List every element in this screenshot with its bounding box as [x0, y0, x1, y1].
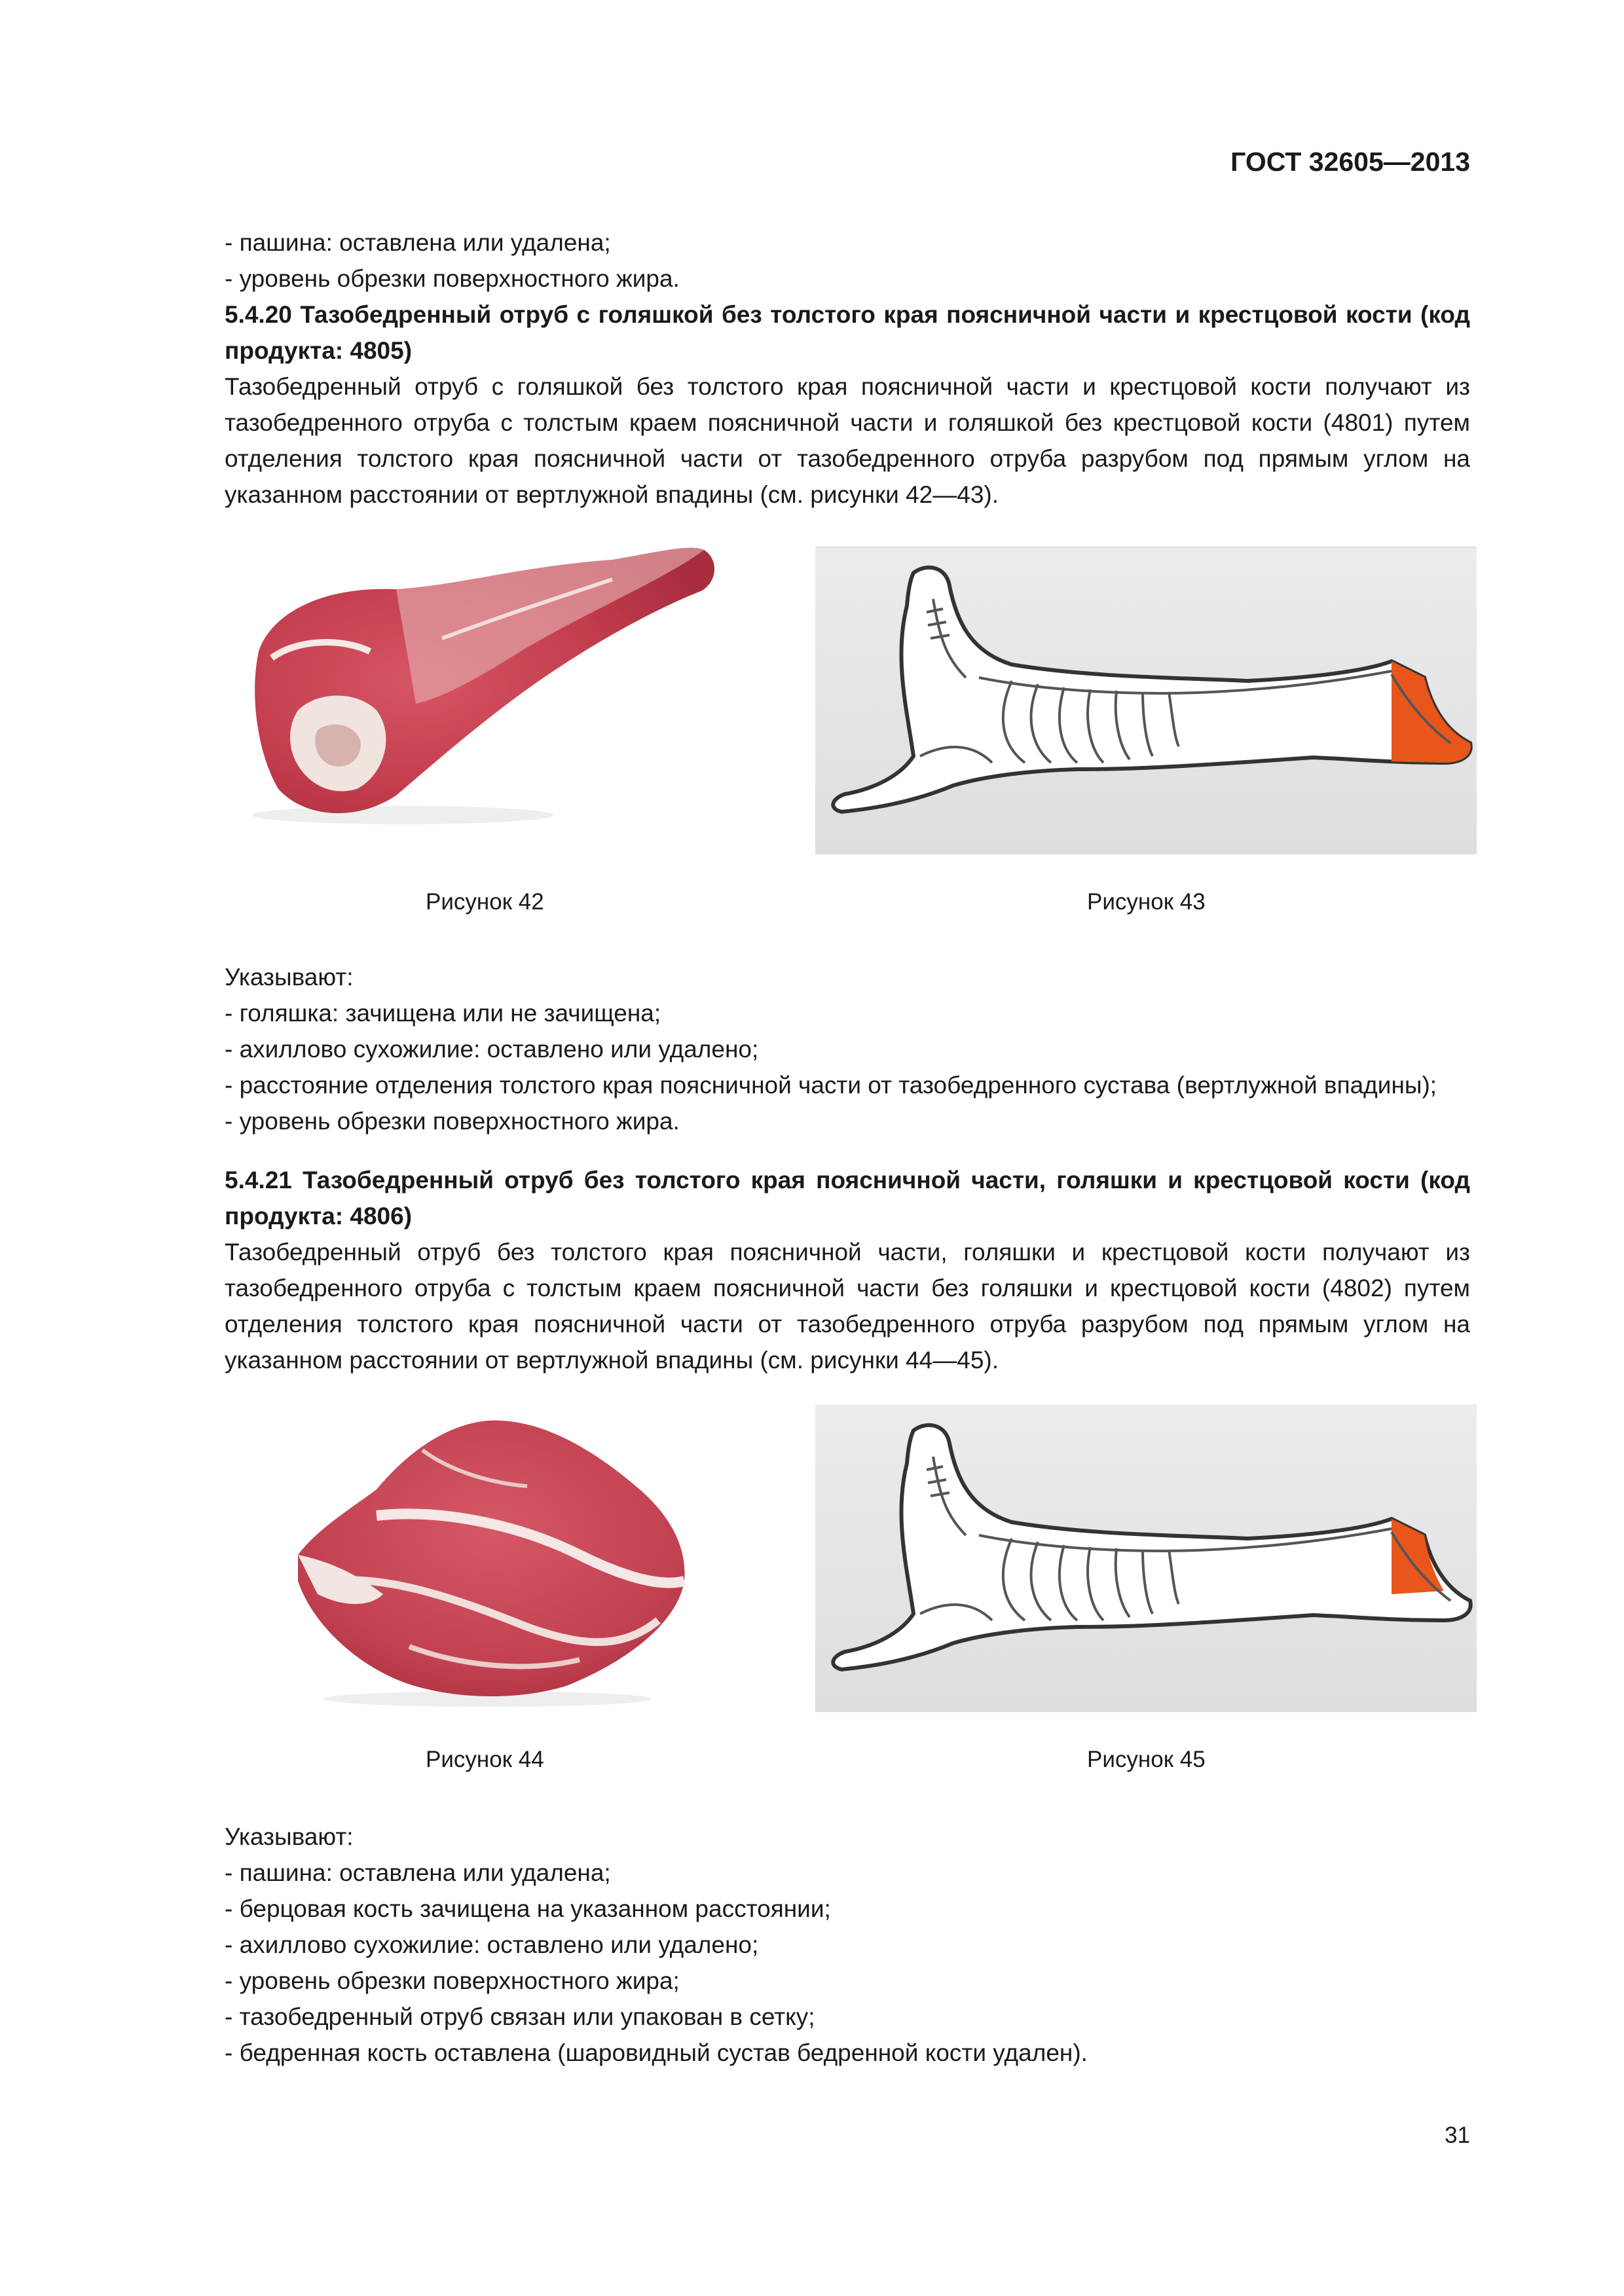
section-heading: 5.4.21 Тазобедренный отруб без толстого края поясничной части, голяшки и крестцовой кости (код продукта: 4806): [225, 1167, 1470, 1230]
figure-45-caption: Рисунок 45: [1087, 1747, 1206, 1772]
list-item: - ахиллово сухожилие: оставлено или удалено;: [225, 1931, 759, 1958]
section-4806-indicate-list: [154, 1819, 1470, 2071]
list-item: - тазобедренный отруб связан или упакован в сетку;: [225, 2003, 815, 2030]
list-item: - бедренная кость оставлена (шаровидный сустав бедренной кости удален).: [225, 2039, 1088, 2066]
list-item: - расстояние отделения толстого края поясничной части от тазобедренного сустава (вертлужной впадины);: [225, 1072, 1437, 1099]
indicate-label: Указывают:: [225, 964, 354, 991]
list-item: - ахиллово сухожилие: оставлено или удалено;: [225, 1036, 759, 1063]
section-body: Тазобедренный отруб с голяшкой без толстого края поясничной части и крестцовой кости получают из тазобедренного отруба с толстым краем поясничной части и голяшкой без крестцовой кости (4801) путем отделения толстого края поясничной части от тазобедренного отруба разрубом под прямым углом на указанном расстоянии от вертлужной впадины (см. рисунки 42—43).: [225, 373, 1470, 508]
figure-42-meat-image: [246, 540, 727, 828]
page-number: 31: [1445, 2123, 1470, 2148]
list-item: - уровень обрезки поверхностного жира;: [225, 1967, 680, 1994]
figure-43-caption: Рисунок 43: [1087, 889, 1206, 915]
figure-42-caption: Рисунок 42: [426, 889, 544, 915]
list-item: - уровень обрезки поверхностного жира.: [225, 1108, 680, 1135]
document-header: ГОСТ 32605—2013: [1230, 147, 1470, 177]
section-body: Тазобедренный отруб без толстого края поясничной части, голяшки и крестцовой кости получают из тазобедренного отруба с толстым краем поясничной части без голяшки и крестцовой кости (4802) путем отделения толстого края поясничной части от тазобедренного отруба разрубом под прямым углом на указанном расстоянии от вертлужной впадины (см. рисунки 44—45).: [225, 1239, 1470, 1374]
section-4805-indicate-list: [154, 959, 1470, 1139]
figure-45-skeleton-diagram: [815, 1404, 1477, 1712]
list-item: - голяшка: зачищена или не зачищена;: [225, 1000, 661, 1027]
section-4805: [154, 297, 1470, 513]
section-heading: 5.4.20 Тазобедренный отруб с голяшкой без толстого края поясничной части и крестцовой кости (код продукта: 4805): [225, 301, 1470, 364]
top-list: [154, 225, 1470, 297]
indicate-label: Указывают:: [225, 1823, 354, 1850]
list-item: - пашина: оставлена или удалена;: [225, 229, 611, 256]
list-item: - уровень обрезки поверхностного жира.: [225, 265, 680, 292]
figure-44-meat-image: [291, 1411, 694, 1709]
list-item: - пашина: оставлена или удалена;: [225, 1859, 611, 1886]
figure-43-skeleton-diagram: [815, 547, 1477, 854]
figure-44-caption: Рисунок 44: [426, 1747, 544, 1772]
section-4806: [154, 1162, 1470, 1378]
list-item: - берцовая кость зачищена на указанном расстоянии;: [225, 1895, 831, 1922]
